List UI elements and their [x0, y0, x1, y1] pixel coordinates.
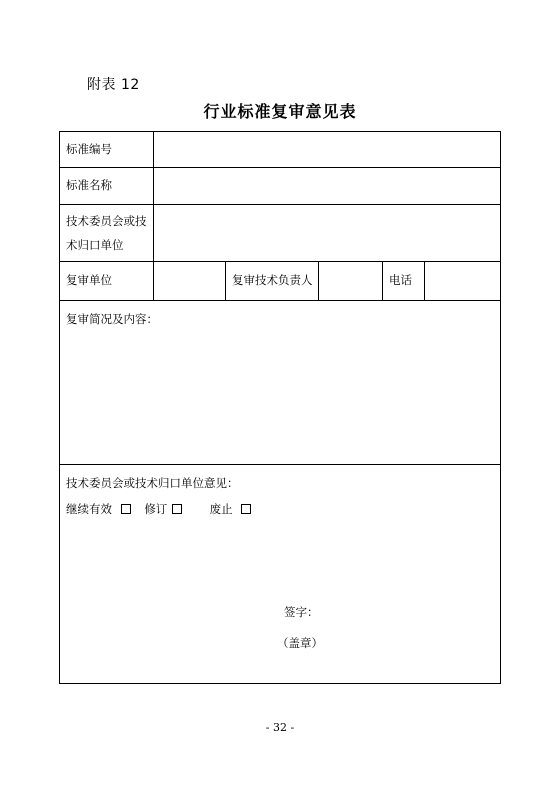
standard-number-field[interactable] — [154, 132, 501, 168]
option-revise-label: 修订 — [144, 502, 168, 516]
continue-valid-checkbox[interactable] — [121, 504, 131, 514]
review-summary-field[interactable] — [60, 301, 501, 465]
option-continue-valid-label: 继续有效 — [66, 502, 112, 516]
revise-checkbox[interactable] — [172, 504, 182, 514]
review-lead-label: 复审技术负责人 — [226, 262, 319, 301]
committee-opinion-label: 技术委员会或技术归口单位意见： — [66, 476, 239, 490]
committee-label — [60, 205, 154, 262]
option-abolish[interactable] — [210, 503, 252, 517]
review-opinion-form — [59, 131, 501, 684]
option-abolish-label: 废止 — [209, 502, 233, 516]
review-unit-label: 复审单位 — [60, 262, 154, 301]
review-lead-field[interactable] — [319, 262, 383, 301]
abolish-checkbox[interactable] — [241, 504, 251, 514]
committee-field[interactable] — [154, 205, 501, 262]
phone-field[interactable] — [425, 262, 501, 301]
page-number: - 32 - — [265, 721, 295, 734]
review-summary-label: 复审简况及内容： — [66, 312, 158, 326]
signature-label: 签字： — [284, 605, 319, 619]
appendix-label: 附表 12 — [87, 77, 140, 93]
committee-opinion-field[interactable] — [60, 465, 501, 684]
opinion-options — [66, 503, 251, 517]
committee-label-line2: 术归口单位 — [66, 238, 124, 252]
review-unit-row — [60, 262, 501, 301]
seal-label: （盖章） — [277, 636, 323, 650]
option-revise[interactable] — [144, 503, 182, 517]
review-summary-row — [60, 301, 501, 465]
committee-row — [60, 205, 501, 262]
standard-name-row — [60, 168, 501, 205]
standard-name-field[interactable] — [154, 168, 501, 205]
standard-number-label: 标准编号 — [60, 132, 154, 168]
standard-name-label: 标准名称 — [60, 168, 154, 205]
phone-label: 电话 — [383, 262, 425, 301]
committee-label-line1: 技术委员会或技 — [66, 214, 147, 228]
standard-number-row — [60, 132, 501, 168]
option-continue-valid[interactable] — [66, 503, 131, 517]
review-unit-field[interactable] — [154, 262, 226, 301]
committee-opinion-row — [60, 465, 501, 684]
document-title: 行业标准复审意见表 — [203, 102, 357, 121]
